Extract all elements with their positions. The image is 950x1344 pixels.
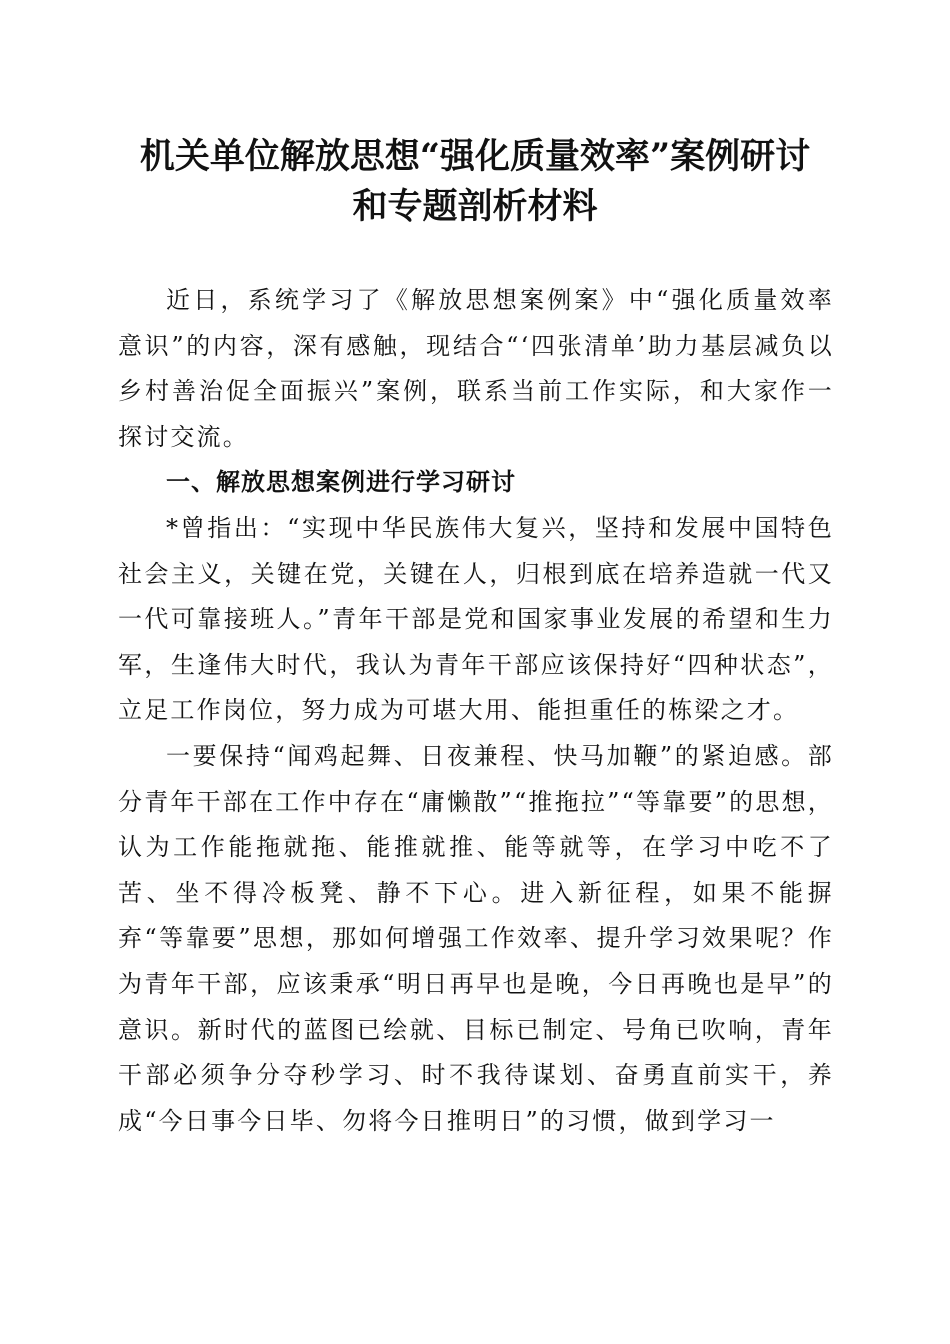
title-line-2: 和专题剖析材料 <box>352 186 598 227</box>
urgency-paragraph: 一要保持“闻鸡起舞、日夜兼程、快马加鞭”的紧迫感。部分青年干部在工作中存在“庸懒散”“推拖拉”“等靠要”的思想，认为工作能拖就拖、能推就推、能等就等，在学习中吃不了苦、坐不得冷板凳、静不下心。进入新征程，如果不能摒弃“等靠要”思想，那如何增强工作效率、提升学习效果呢？作为青年干部，应该秉承“明日再早也是晚，今日再晚也是早”的意识。新时代的蓝图已绘就、目标已制定、号角已吹响，青年干部必须争分夺秒学习、时不我待谋划、奋勇直前实干，养成“今日事今日毕、勿将今日推明日”的习惯，做到学习一 <box>118 741 834 1135</box>
document-body <box>118 278 834 1144</box>
document-title <box>100 132 850 232</box>
intro-paragraph: 近日，系统学习了《解放思想案例案》中“强化质量效率意识”的内容，深有感触，现结合“‘四张清单’助力基层减负以乡村善治促全面振兴”案例，联系当前工作实际，和大家作一探讨交流。 <box>118 286 834 451</box>
title-line-1: 机关单位解放思想“强化质量效率”案例研讨 <box>139 136 811 177</box>
quote-paragraph: *曾指出：“实现中华民族伟大复兴，坚持和发展中国特色社会主义，关键在党，关键在人，归根到底在培养造就一代又一代可靠接班人。”青年干部是党和国家事业发展的希望和生力军，生逢伟大时代，我认为青年干部应该保持好“四种状态”，立足工作岗位，努力成为可堪大用、能担重任的栋梁之才。 <box>118 513 834 725</box>
section-heading: 一、解放思想案例进行学习研讨 <box>166 468 516 497</box>
